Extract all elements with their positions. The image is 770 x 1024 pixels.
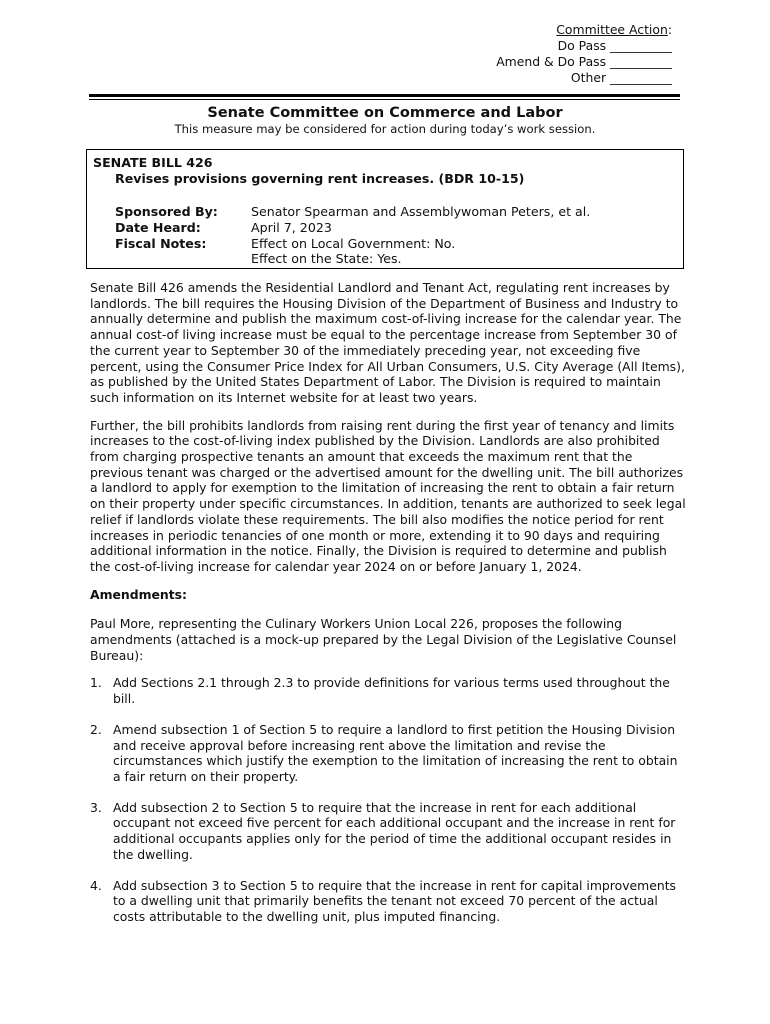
list-item-number: 3. xyxy=(90,799,102,815)
date-heard-value: April 7, 2023 xyxy=(251,219,332,235)
list-item xyxy=(90,675,686,706)
sponsored-row xyxy=(115,204,590,220)
list-item xyxy=(90,878,686,925)
fiscal-state-row xyxy=(115,251,590,267)
bill-metadata xyxy=(115,204,590,267)
date-heard-label: Date Heard: xyxy=(115,219,201,235)
header-divider-thin xyxy=(89,99,680,100)
list-item-text: Add subsection 3 to Section 5 to require that the increase in rent for capital improvements to a dwelling unit that primarily benefits the tenant not exceed 70 percent of the actual costs attributable to the dwelling unit, plus imputed financing. xyxy=(113,877,677,924)
list-item-number: 2. xyxy=(90,721,102,737)
amendments-list xyxy=(90,675,686,924)
list-item-text: Add subsection 2 to Section 5 to require that the increase in rent for each additional occupant not exceed five percent for each additional occupant and the increase in rent for additional occupants applies only for the period of time the additional occupant resides in the dwelling. xyxy=(113,799,676,862)
list-item xyxy=(90,722,686,785)
work-session-note: This measure may be considered for action during today’s work session. xyxy=(174,122,596,136)
list-item xyxy=(90,800,686,863)
do-pass-line: Do Pass __________ xyxy=(557,38,672,53)
sponsored-value: Senator Spearman and Assemblywoman Peters, et al. xyxy=(251,204,591,219)
fiscal-notes-row xyxy=(115,236,590,252)
list-item-text: Amend subsection 1 of Section 5 to require a landlord to first petition the Housing Division and receive approval before increasing rent above the limitation and revise the circumstances which justify the exemption to the limitation of increasing the rent to obtain a fair return on their property. xyxy=(113,721,678,784)
summary-paragraph: Senate Bill 426 amends the Residential Landlord and Tenant Act, regulating rent increases by landlords. The bill requires the Housing Division of the Department of Business and Industry to annually determine and publish the maximum cost-of-living increase for the calendar year. The annual cost-of living increase must be equal to the percentage increase from September 30 of the current year to September 30 of the immediately preceding year, not exceeding five percent, using the Consumer Price Index for All Urban Consumers, U.S. City Average (All Items), as published by the United States Department of Labor. The Division is required to maintain such information on its Internet website for at least two years. xyxy=(90,280,685,405)
bill-number: SENATE BILL 426 xyxy=(93,155,213,170)
committee-action-title: Committee Action: xyxy=(556,22,672,37)
other-line: Other __________ xyxy=(570,70,672,85)
bill-summary: Revises provisions governing rent increases. (BDR 10-15) xyxy=(115,171,525,186)
fiscal-notes-label: Fiscal Notes: xyxy=(115,235,207,251)
document-body xyxy=(90,280,686,940)
list-item-number: 1. xyxy=(90,675,102,691)
header-divider-thick xyxy=(89,94,680,97)
committee-action-block xyxy=(496,22,672,86)
amend-do-pass-line: Amend & Do Pass __________ xyxy=(496,54,672,69)
provisions-paragraph: Further, the bill prohibits landlords from raising rent during the first year of tenancy and limits increases to the cost-of-living index published by the Division. Landlords are also prohibited from charging prospective tenants an amount that exceeds the maximum rent that the previous tenant was charged or the advertised amount for the dwelling unit. The bill authorizes a landlord to apply for exemption to the limitation of increasing the rent to obtain a fair return on their property under specific circumstances. In addition, tenants are authorized to seek legal relief if landlords violate these requirements. The bill also modifies the notice period for rent increases in periodic tenancies of one month or more, extending it to 90 days and requiring additional information in the notice. Finally, the Division is required to determine and publish the cost-of-living increase for calendar year 2024 on or before January 1, 2024. xyxy=(90,417,686,574)
bill-info-box xyxy=(86,149,684,269)
amendments-intro: Paul More, representing the Culinary Workers Union Local 226, proposes the following amendments (attached is a mock-up prepared by the Legal Division of the Legislative Counsel Bureau): xyxy=(90,616,677,663)
amendments-heading: Amendments: xyxy=(90,586,187,602)
fiscal-local-value: Effect on Local Government: No. xyxy=(251,235,456,251)
committee-title: Senate Committee on Commerce and Labor xyxy=(207,105,563,121)
list-item-number: 4. xyxy=(90,877,102,893)
fiscal-state-value: Effect on the State: Yes. xyxy=(251,251,402,267)
list-item-text: Add Sections 2.1 through 2.3 to provide definitions for various terms used throughout the bill. xyxy=(113,675,670,707)
sponsored-label: Sponsored By: xyxy=(115,204,218,219)
date-heard-row xyxy=(115,220,590,236)
